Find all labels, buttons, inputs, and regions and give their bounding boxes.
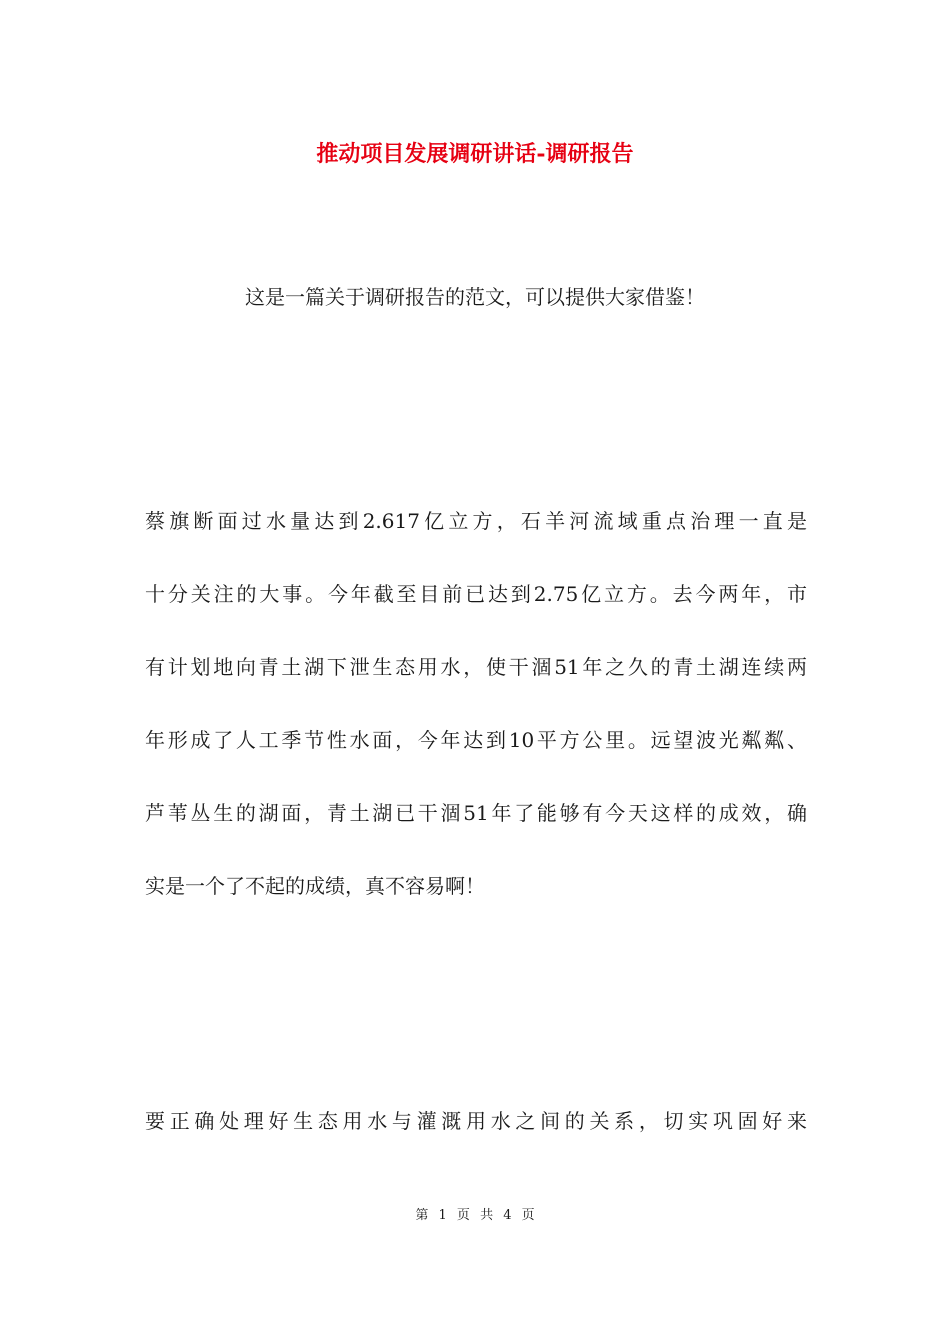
paragraph-line: 有计划地向青土湖下泄生态用水，使干涸51年之久的青土湖连续两 <box>145 655 807 679</box>
document-title: 推动项目发展调研讲话-调研报告 <box>316 141 634 167</box>
paragraph-line: 年形成了人工季节性水面，今年达到10平方公里。远望波光粼粼、 <box>145 728 807 752</box>
paragraph-line: 十分关注的大事。今年截至目前已达到2.75亿立方。去今两年，市 <box>145 582 807 606</box>
footer-page-number: 1 <box>438 1208 447 1223</box>
body-paragraph-1 <box>145 497 807 910</box>
footer-prefix: 第 <box>415 1208 429 1223</box>
paragraph-line: 蔡旗断面过水量达到2.617亿立方，石羊河流域重点治理一直是 <box>145 509 807 533</box>
footer-total-pages: 4 <box>503 1208 512 1223</box>
intro-text: 这是一篇关于调研报告的范文，可以提供大家借鉴！ <box>245 285 705 309</box>
paragraph-line: 要正确处理好生态用水与灌溉用水之间的关系，切实巩固好来 <box>145 1109 807 1133</box>
paragraph-line: 芦苇丛生的湖面，青土湖已干涸51年了能够有今天这样的成效，确 <box>145 801 807 825</box>
page-footer <box>0 1206 950 1226</box>
paragraph-line: 实是一个了不起的成绩，真不容易啊！ <box>145 874 485 898</box>
footer-page-word: 页 <box>456 1208 470 1223</box>
footer-total-word: 共 <box>480 1208 494 1223</box>
body-paragraph-2 <box>145 1097 807 1145</box>
footer-suffix: 页 <box>521 1208 535 1223</box>
